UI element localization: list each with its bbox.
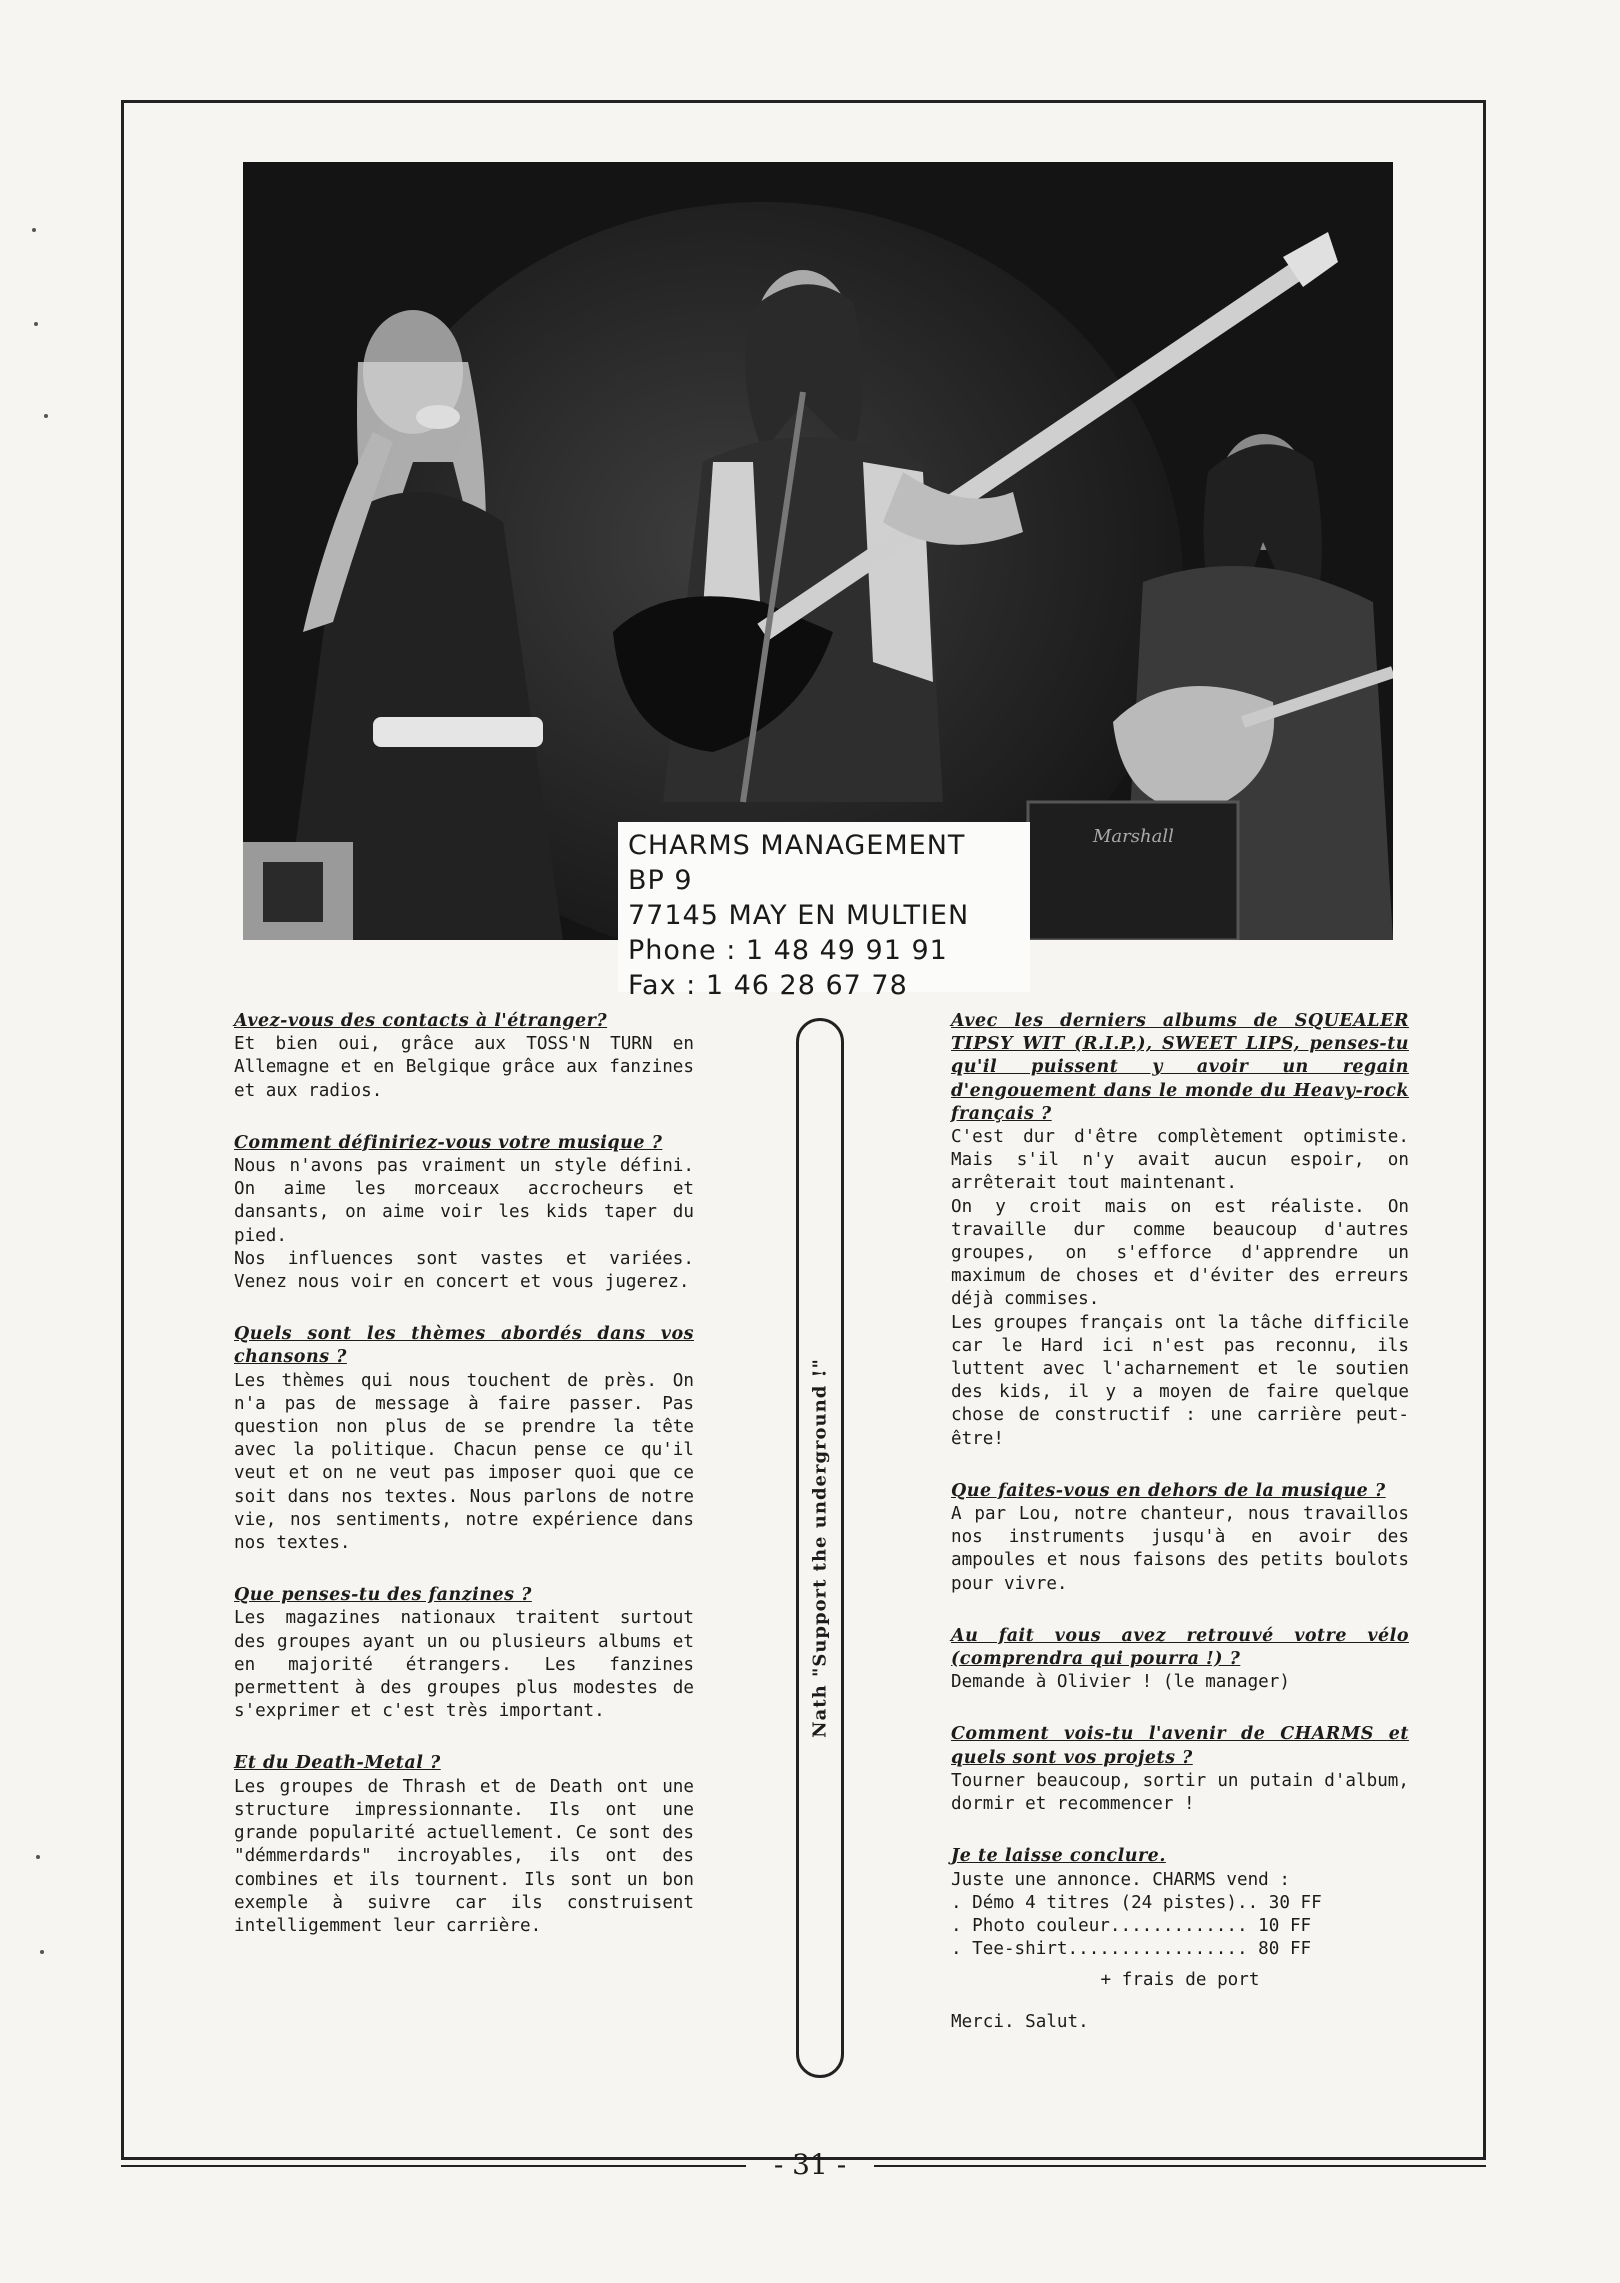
question: Et du Death-Metal ?: [234, 1753, 441, 1774]
answer: Tourner beaucoup, sortir un putain d'album, dormir et recommencer !: [951, 1770, 1409, 1815]
contact-box: [618, 822, 1030, 1001]
dedication-sidebar: [796, 1018, 844, 2078]
dedication-text: Nath "Support the underground !": [809, 1358, 831, 1738]
answer: Nous n'avons pas vraiment un style défini. On aime les morceaux accrocheurs et dansants, on aime voir les kids taper du pied. Nos influences sont vastes et variées. Venez nous voir en concert et vous jugerez.: [234, 1156, 694, 1293]
scan-speck: [44, 414, 48, 418]
price-item: . Photo couleur............. 10 FF: [951, 1915, 1312, 1936]
question: Comment vois-tu l'avenir de CHARMS et quels sont vos projets ?: [951, 1724, 1409, 1768]
contact-fax: Fax : 1 46 28 67 78: [628, 970, 908, 1001]
conclusion-intro: Juste une annonce. CHARMS vend :: [951, 1869, 1290, 1890]
answer: A par Lou, notre chanteur, nous travaillos nos instruments jusqu'à en avoir des ampoules et nous faisons des petits boulots pour vivre.: [951, 1504, 1409, 1594]
answer: Les thèmes qui nous touchent de près. On n'a pas de message à faire passer. Pas question non plus de se prendre la tête avec la politique. Chacun pense ce qu'il veut et on ne veut pas imposer quoi que ce soit dans nos textes. Nous parlons de notre vie, nos sentiments, notre expérience dans nos textes.: [234, 1370, 694, 1554]
drum-kit-panel: [263, 862, 323, 922]
scan-speck: [34, 322, 38, 326]
singer-belt: [373, 717, 543, 747]
price-item: . Tee-shirt................. 80 FF: [951, 1939, 1312, 1960]
shipping-note: + frais de port: [1100, 1970, 1260, 1991]
amp-cabinet: [1028, 802, 1238, 940]
question: Je te laisse conclure.: [951, 1846, 1166, 1867]
answer: C'est dur d'être complètement optimiste. Mais s'il n'y avait aucun espoir, on arrêterait tout maintenant. On y croit mais on est réaliste. On travaille dur comme beaucoup d'autres groupes, on s'efforce d'apprendre un maximum de choses et d'éviter des erreurs déjà commises. Les groupes français ont la tâche difficile car le Hard ici n'est pas reconnu, ils luttent avec l'acharnement et le soutien des kids, il y a moyen de faire quelque chose de constructif : une carrière peut-être!: [951, 1127, 1409, 1449]
contact-phone: Phone : 1 48 49 91 91: [628, 935, 948, 966]
question: Comment définiriez-vous votre musique ?: [234, 1132, 663, 1153]
price-item: . Démo 4 titres (24 pistes).. 30 FF: [951, 1892, 1322, 1913]
answer: Les magazines nationaux traitent surtout des groupes ayant un ou plusieurs albums et en majorité étrangers. Les fanzines permettent à des groupes plus modestes de s'exprimer et c'est très important.: [234, 1608, 694, 1722]
qa-block: [951, 1010, 1409, 1451]
question: Au fait vous avez retrouvé votre vélo (comprendra qui pourra !) ?: [951, 1625, 1409, 1670]
footer-rule-right: [874, 2165, 1486, 2167]
answer: Demande à Olivier ! (le manager): [951, 1672, 1290, 1693]
microphone-icon: [416, 405, 460, 429]
amp-brand-label: Marshall: [1093, 826, 1174, 847]
question: Que faites-vous en dehors de la musique ?: [951, 1480, 1386, 1501]
qa-block: [234, 1752, 694, 1938]
signoff: Merci. Salut.: [951, 2011, 1089, 2032]
page-number: - 31 -: [773, 2148, 847, 2181]
contact-name: CHARMS MANAGEMENT: [628, 830, 966, 861]
footer-rule-left: [121, 2165, 746, 2167]
question: Avez-vous des contacts à l'étranger?: [234, 1011, 608, 1031]
qa-block: [951, 1480, 1409, 1596]
question: Que penses-tu des fanzines ?: [234, 1585, 532, 1606]
qa-block: [234, 1010, 694, 1103]
answer: Les groupes de Thrash et de Death ont une structure impressionnante. Ils ont une grande popularité actuellement. Ce sont des "démmerdards" incroyables, ils ont des combines et ils tournent. Ils sont un bon exemple à suivre car ils construisent intelligemment leur carrière.: [234, 1776, 694, 1936]
answer: Et bien oui, grâce aux TOSS'N TURN en Allemagne et en Belgique grâce aux fanzines et aux radios.: [234, 1034, 694, 1101]
scan-speck: [32, 228, 36, 232]
qa-block: [951, 1723, 1409, 1816]
scan-speck: [36, 1855, 40, 1859]
qa-block: [951, 1625, 1409, 1695]
conclusion-block: [951, 1845, 1409, 2033]
scan-speck: [40, 1950, 44, 1954]
question: Avec les derniers albums de SQUEALER TIPSY WIT (R.I.P.), SWEET LIPS, penses-tu qu'il puissent y avoir un regain d'engouement dans le monde du Heavy-rock français ?: [951, 1011, 1409, 1124]
contact-po-box: BP 9: [628, 865, 693, 896]
qa-block: [234, 1323, 694, 1555]
qa-block: [234, 1132, 694, 1294]
left-column: [234, 1010, 694, 1967]
qa-block: [234, 1584, 694, 1723]
question: Quels sont les thèmes abordés dans vos chansons ?: [234, 1324, 694, 1368]
right-column: [951, 1010, 1409, 2063]
contact-city: 77145 MAY EN MULTIEN: [628, 900, 970, 931]
